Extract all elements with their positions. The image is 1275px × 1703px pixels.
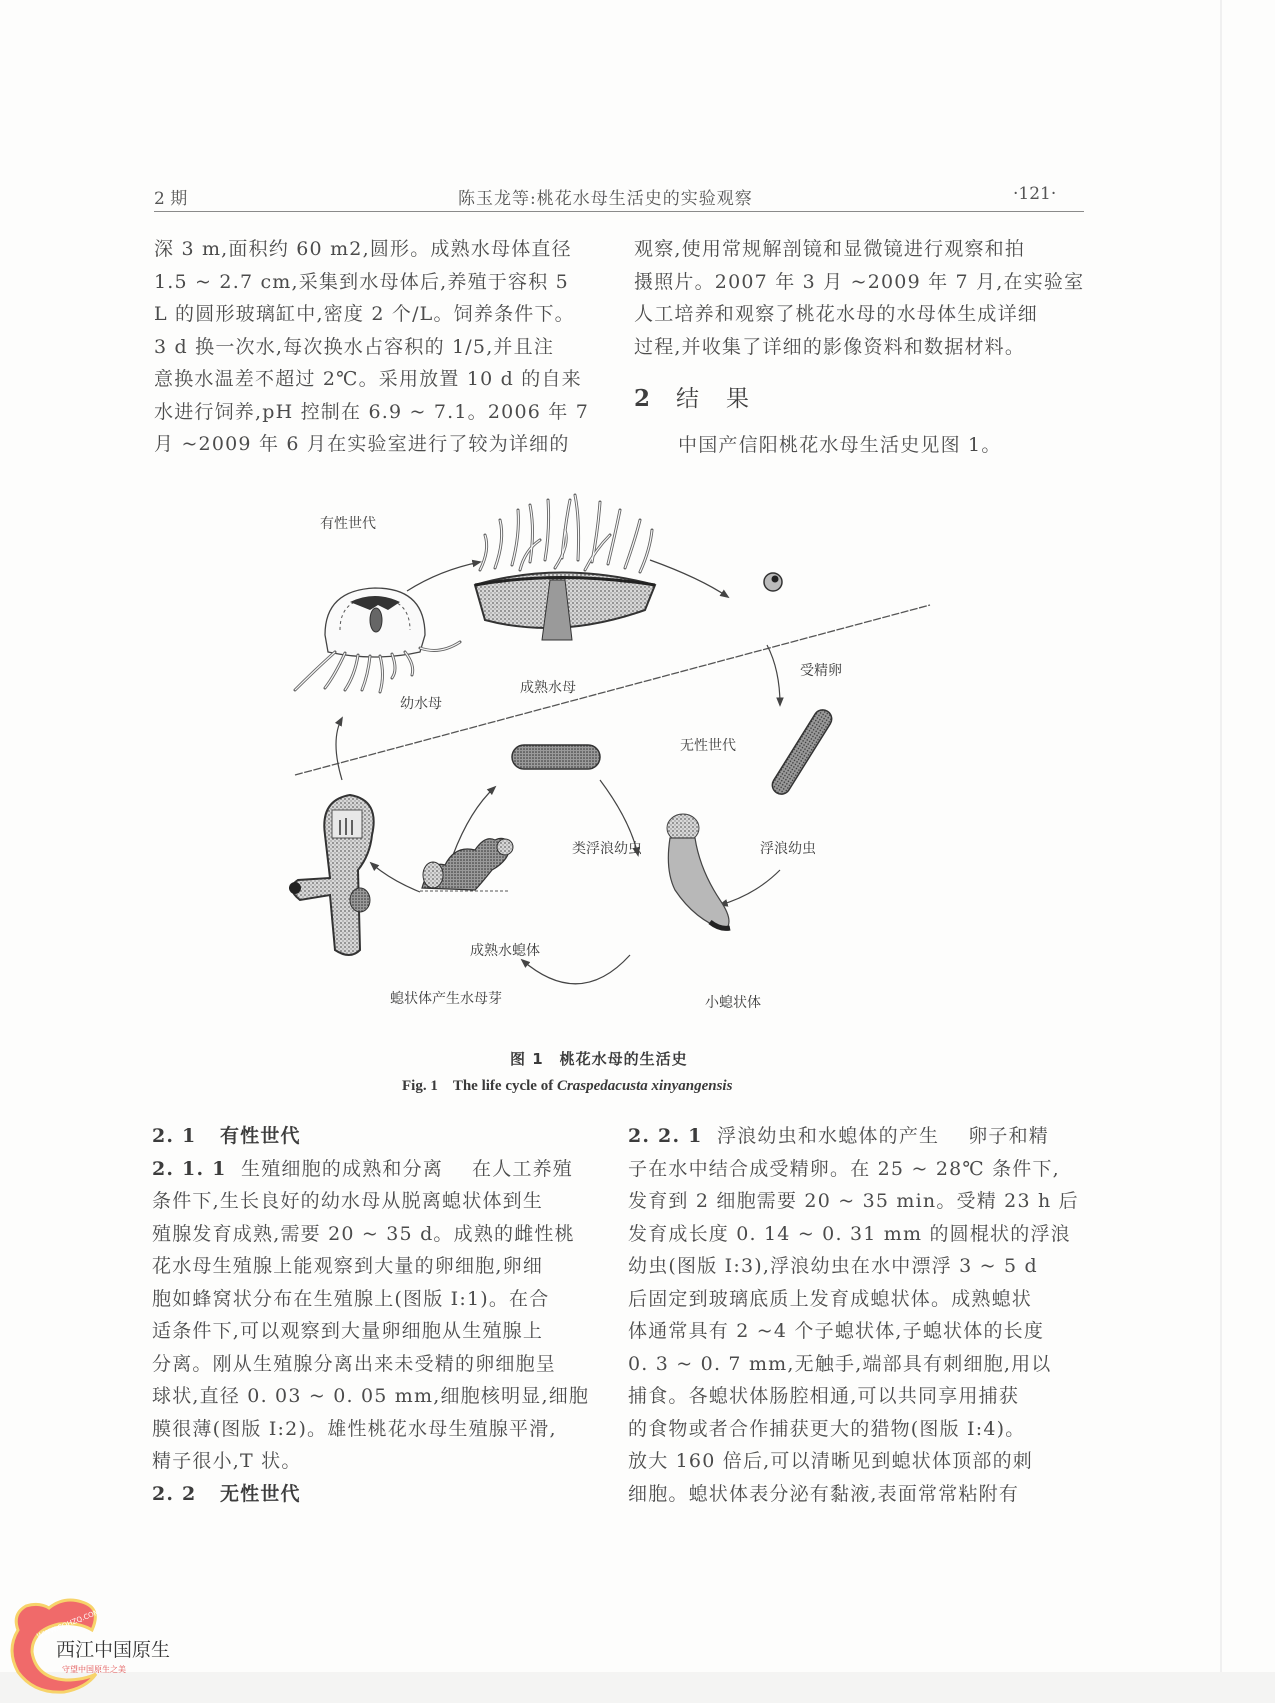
text-line: 1.5 ~ 2.7 cm,采集到水母体后,养殖于容积 5 <box>154 270 569 293</box>
text-line: 精子很小,T 状。 <box>152 1450 302 1472</box>
text-line: 月 ~2009 年 6 月在实验室进行了较为详细的 <box>154 433 570 455</box>
heading-title: 无性世代 <box>219 1482 301 1505</box>
subsection-heading-2-1 <box>152 1120 602 1153</box>
arrow-budding-to-young <box>336 718 342 780</box>
text-line: L 的圆形玻璃缸中,密度 2 个/L。饲养条件下。 <box>154 303 575 325</box>
label-planula: 浮浪幼虫 <box>760 841 816 857</box>
text-line: 膜很薄(图版 I:2)。雄性桃花水母生殖腺平滑, <box>152 1417 557 1440</box>
arrow-mature-polyp-to-budding <box>371 863 420 892</box>
mature-medusa-drawing <box>475 495 655 640</box>
text-line: 幼虫(图版 I:3),浮浪幼虫在水中漂浮 3 ~ 5 d <box>628 1255 1038 1277</box>
heading-number: 2. 2 <box>152 1482 197 1505</box>
page-number: ·121· <box>1013 184 1057 204</box>
caption-en-prefix: Fig. 1 The life cycle of <box>402 1078 557 1094</box>
figure-caption-cn: 图 1 桃花水母的生活史 <box>510 1050 688 1068</box>
heading-number: 2. 1 <box>152 1125 197 1147</box>
text-line: 体通常具有 2 ~4 个子螅状体,子螅状体的长度 <box>628 1320 1045 1342</box>
mature-polyp-drawing <box>420 838 513 891</box>
text-line: 深 3 m,面积约 60 m2,圆形。成熟水母体直径 <box>154 238 572 260</box>
text-line: 过程,并收集了详细的影像资料和数据材料。 <box>634 335 1026 358</box>
scan-edge <box>1220 0 1222 1703</box>
heading-title: 生殖细胞的成熟和分离 <box>241 1157 444 1180</box>
logo-url: WWW.CQHZQ.COM <box>35 1607 101 1641</box>
text-line: 子在水中结合成受精卵。在 25 ~ 28℃ 条件下, <box>628 1157 1060 1180</box>
label-fertilized-egg: 受精卵 <box>800 663 842 679</box>
section-number: 2 <box>634 385 653 412</box>
label-asexual-generation: 无性世代 <box>680 738 736 754</box>
life-cycle-figure <box>280 490 960 1030</box>
issue-number: 2 期 <box>154 189 188 209</box>
section-title: 结 果 <box>676 386 752 412</box>
section-heading-results <box>634 380 751 413</box>
text-line: 水进行饲养,pH 控制在 6.9 ~ 7.1。2006 年 7 <box>154 400 590 423</box>
label-sexual-generation: 有性世代 <box>320 516 376 532</box>
text-line: 中国产信阳桃花水母生活史见图 1。 <box>678 434 1002 456</box>
text-line: 分离。刚从生殖腺分离出来未受精的卵细胞呈 <box>152 1352 557 1375</box>
text-line: 摄照片。2007 年 3 月 ~2009 年 7 月,在实验室 <box>634 270 1085 293</box>
young-medusa-drawing <box>295 588 460 692</box>
subsection-heading-2-1-1 <box>152 1153 602 1186</box>
arrow-egg-to-planula <box>767 645 780 705</box>
text-line: 意换水温差不超过 2℃。采用放置 10 d 的自来 <box>154 368 582 390</box>
text-line: 胞如蜂窝状分布在生殖腺上(图版 I:1)。在合 <box>152 1287 550 1310</box>
right-top-paragraph <box>634 233 1085 363</box>
heading-title: 浮浪幼虫和水螅体的产生 <box>717 1125 940 1147</box>
planula-like-drawing <box>512 745 600 769</box>
subsection-heading-2-2 <box>152 1478 602 1511</box>
text-line: 细胞。螅状体表分泌有黏液,表面常常粘附有 <box>628 1482 1020 1505</box>
figure-caption-en <box>402 1074 732 1095</box>
fertilized-egg-drawing <box>764 573 782 591</box>
text-line: 放大 160 倍后,可以清晰见到螅状体顶部的刺 <box>628 1450 1033 1472</box>
label-young-medusa: 幼水母 <box>400 696 442 712</box>
text-line: 殖腺发育成熟,需要 20 ~ 35 d。成熟的雌性桃 <box>152 1222 575 1245</box>
text-line: 后固定到玻璃底质上发育成螅状体。成熟螅状 <box>628 1287 1033 1310</box>
label-mature-polyp: 成熟水螅体 <box>470 943 540 959</box>
heading-title: 有性世代 <box>219 1125 301 1147</box>
subsection-heading-2-2-1 <box>628 1120 1078 1153</box>
small-polyp-drawing <box>667 814 730 930</box>
label-mature-medusa: 成熟水母 <box>520 680 576 696</box>
caption-en-species: Craspedacusta xinyangensis <box>556 1078 733 1094</box>
text-line: 3 d 换一次水,每次换水占容积的 1/5,并且注 <box>154 335 555 358</box>
arrow-young-to-mature <box>407 562 480 591</box>
logo-name: 西江中国原生 <box>56 1639 171 1661</box>
arrow-mature-to-egg <box>650 560 728 597</box>
text-line: 花水母生殖腺上能观察到大量的卵细胞,卵细 <box>152 1255 544 1277</box>
text-line: 0. 3 ~ 0. 7 mm,无触手,端部具有刺细胞,用以 <box>628 1352 1052 1375</box>
text-line: 卵子和精 <box>968 1125 1049 1147</box>
text-line: 人工培养和观察了桃花水母的水母体生成详细 <box>634 303 1039 325</box>
label-small-polyp: 小螅状体 <box>705 995 761 1011</box>
text-line: 的食物或者合作捕获更大的猎物(图版 I:4)。 <box>628 1417 1026 1440</box>
header-rule <box>154 211 1084 212</box>
label-polyp-budding: 螅状体产生水母芽 <box>390 991 502 1007</box>
text-line: 发育到 2 细胞需要 20 ~ 35 min。受精 23 h 后 <box>628 1190 1079 1212</box>
logo-slogan: 守望中国原生之美 <box>62 1665 126 1674</box>
running-title: 陈玉龙等:桃花水母生活史的实验观察 <box>458 189 753 209</box>
planula-drawing <box>769 707 835 798</box>
text-line: 观察,使用常规解剖镜和显微镜进行观察和拍 <box>634 238 1026 260</box>
text-line: 适条件下,可以观察到大量卵细胞从生殖腺上 <box>152 1320 544 1342</box>
polyp-budding-drawing <box>289 795 374 955</box>
right-bottom-column <box>628 1120 1078 1510</box>
text-line: 发育成长度 0. 14 ~ 0. 31 mm 的圆棍状的浮浪 <box>628 1222 1071 1245</box>
heading-number: 2. 2. 1 <box>628 1125 703 1147</box>
left-bottom-column <box>152 1120 602 1510</box>
watermark-logo <box>4 1590 194 1700</box>
left-top-paragraph <box>154 233 594 461</box>
text-line: 捕食。各螅状体肠腔相通,可以共同享用捕获 <box>628 1385 1020 1407</box>
results-intro <box>678 429 1002 462</box>
text-line: 在人工养殖 <box>472 1157 574 1180</box>
text-line: 条件下,生长良好的幼水母从脱离螅状体到生 <box>152 1190 544 1212</box>
arrow-planula-to-small-polyp <box>720 870 780 905</box>
label-planula-like: 类浮浪幼虫 <box>572 841 642 857</box>
text-line: 球状,直径 0. 03 ~ 0. 05 mm,细胞核明显,细胞 <box>152 1385 590 1407</box>
heading-number: 2. 1. 1 <box>152 1157 227 1180</box>
